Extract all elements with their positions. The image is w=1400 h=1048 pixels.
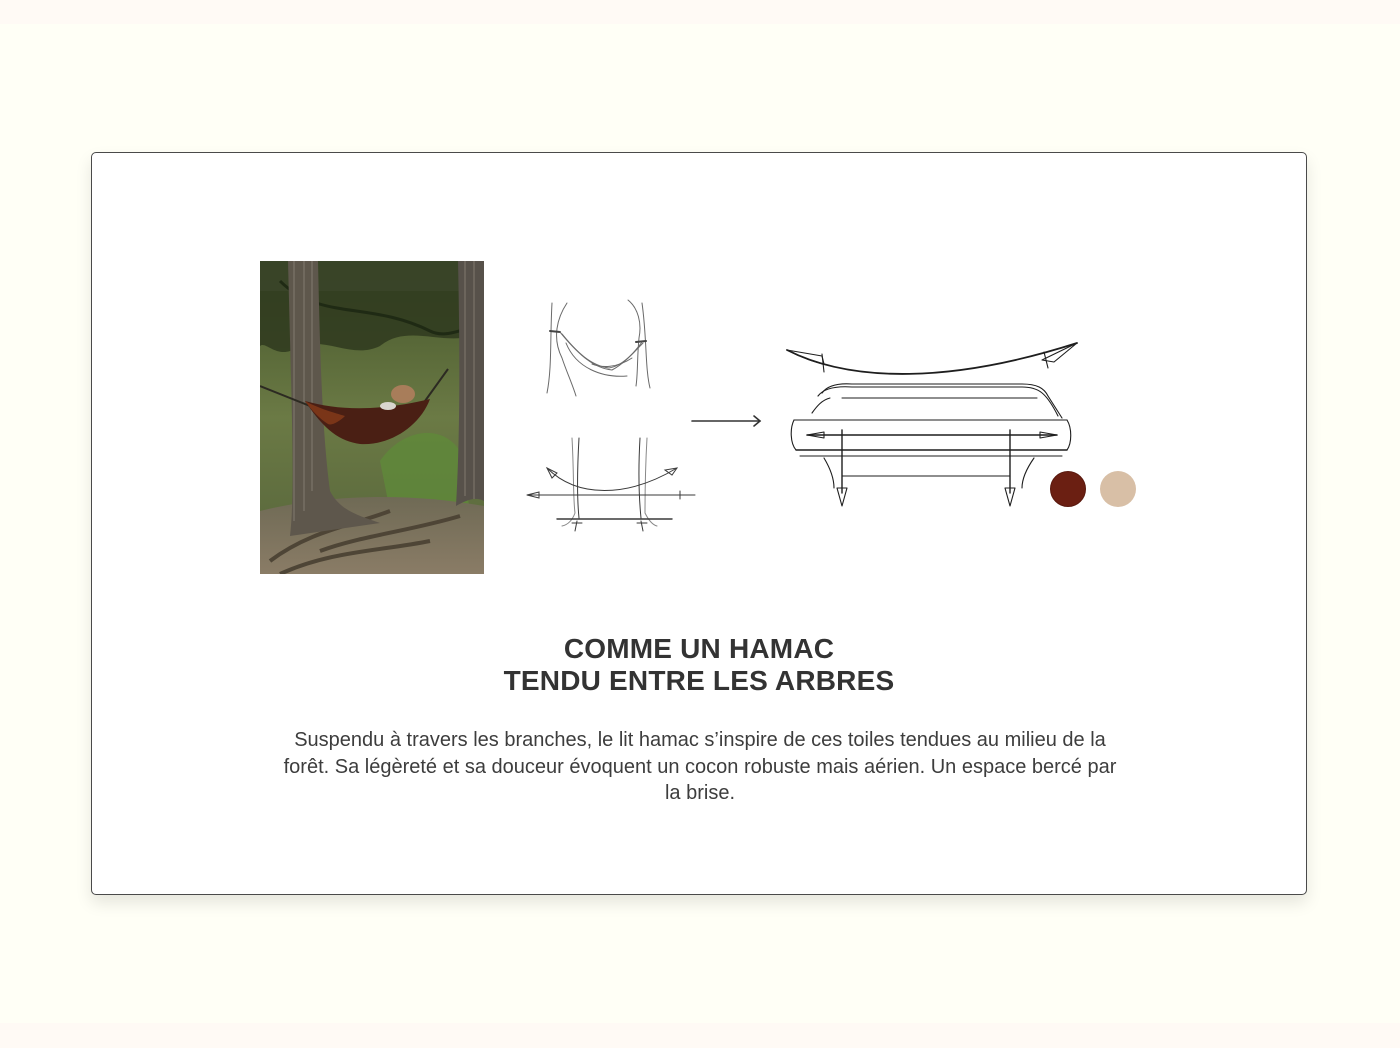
section-description: Suspendu à travers les branches, le lit hamac s’inspire de ces toiles tendues au milieu de la forêt. Sa légèreté et sa douceur évoquent un cocon robuste mais aérien. Un espace bercé par la brise. xyxy=(283,729,1117,804)
bottom-band xyxy=(0,1023,1400,1048)
title-line-2: TENDU ENTRE LES ARBRES xyxy=(503,665,895,696)
color-swatch-sand-beige[interactable] xyxy=(1100,471,1136,507)
section-title xyxy=(92,633,1306,697)
content-card xyxy=(91,152,1307,895)
title-line-1: COMME UN HAMAC xyxy=(563,633,835,664)
right-arrow-icon xyxy=(690,413,765,429)
hammock-photo xyxy=(260,261,484,574)
hammock-tension-sketch xyxy=(527,433,697,543)
hammock-between-trees-sketch xyxy=(542,298,662,398)
color-swatch-rust-brown[interactable] xyxy=(1050,471,1086,507)
hammock-bed-sketch xyxy=(782,338,1082,513)
top-band xyxy=(0,0,1400,24)
